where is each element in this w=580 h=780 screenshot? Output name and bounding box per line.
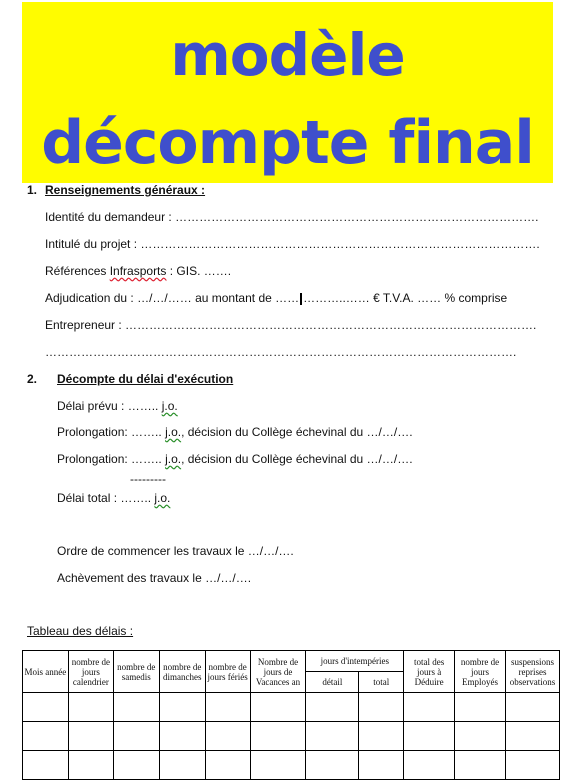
table-cell [68, 693, 113, 722]
section2-heading: Décompte du délai d'exécution [57, 372, 234, 386]
planned-delay-label: Délai prévu : …….. [57, 399, 162, 413]
table-cell [205, 693, 250, 722]
table-cell [404, 722, 455, 751]
table-cell [505, 693, 559, 722]
table-cell [250, 693, 306, 722]
planned-delay-line [57, 399, 178, 414]
table-cell [455, 722, 506, 751]
subcolumn-header-total: total [359, 672, 404, 693]
text-cursor [300, 293, 302, 305]
table-cell [359, 722, 404, 751]
project-line [45, 237, 540, 252]
extension1-line [57, 425, 413, 440]
table-cell [68, 751, 113, 780]
table-cell [205, 751, 250, 780]
order-start-line: Ordre de commencer les travaux le …/…/…. [57, 544, 294, 558]
extension2-label: Prolongation: …….. [57, 452, 166, 466]
column-header-month-year: Mois année [23, 651, 69, 693]
project-dots: ………………………………………………………………………………………. [140, 237, 540, 251]
table-cell [205, 722, 250, 751]
extra-dots-line: ………………………………………………………………………………………………………. [45, 345, 517, 359]
table-row [23, 722, 560, 751]
title-banner [22, 2, 553, 183]
table-row [23, 751, 560, 780]
banner-title-line1: modèle [170, 21, 405, 89]
table-cell [306, 722, 359, 751]
delays-table-title: Tableau des délais : [27, 624, 134, 638]
table-cell [113, 722, 159, 751]
table-cell [306, 751, 359, 780]
table-cell [159, 751, 205, 780]
separator-dashes: --------- [130, 472, 166, 486]
table-cell [68, 722, 113, 751]
section1-heading: Renseignements généraux : [45, 183, 206, 197]
extension1-label: Prolongation: …….. [57, 425, 166, 439]
table-cell [250, 722, 306, 751]
table-cell [455, 751, 506, 780]
references-suffix: : GIS. ……. [166, 264, 232, 278]
banner-title-line2: décompte final [41, 108, 534, 178]
table-cell [23, 693, 69, 722]
contractor-line: Entrepreneur : …………………………………………………………………………………………. [45, 318, 537, 332]
references-prefix: Références [45, 264, 110, 278]
references-line [45, 264, 231, 279]
extension1-unit: j.o. [165, 425, 182, 439]
completion-line: Achèvement des travaux le …/…/…. [57, 571, 252, 585]
table-cell [306, 693, 359, 722]
table-cell [159, 722, 205, 751]
column-header-saturdays: nombre de samedis [113, 651, 159, 693]
table-cell [23, 722, 69, 751]
adjudication-line [45, 291, 507, 306]
identity-line: Identité du demandeur : ………………………………………………………………………………. [45, 210, 539, 224]
table-cell [113, 751, 159, 780]
extension2-unit: j.o. [165, 452, 182, 466]
table-cell [404, 751, 455, 780]
table-cell [505, 751, 559, 780]
subcolumn-header-detail: détail [306, 672, 359, 693]
table-cell [113, 693, 159, 722]
table-cell [159, 693, 205, 722]
references-word: Infrasports [109, 264, 167, 278]
column-header-days-used: nombre de jours Employés [455, 651, 506, 693]
table-cell [455, 693, 506, 722]
total-delay-label: Délai total : …….. [57, 491, 155, 505]
column-header-vacation-days: Nombre de jours de Vacances an [250, 651, 306, 693]
total-delay-unit: j.o. [154, 491, 171, 505]
project-label: Intitulé du projet : [45, 237, 141, 251]
table-cell [359, 693, 404, 722]
column-header-bad-weather: jours d'intempéries [306, 651, 404, 672]
delays-table [22, 650, 560, 780]
planned-delay-unit: j.o. [161, 399, 178, 413]
table-cell [505, 722, 559, 751]
column-header-calendar-days: nombre de jours calendrier [68, 651, 113, 693]
column-header-total-deduct: total des jours à Déduire [404, 651, 455, 693]
table-row [23, 693, 560, 722]
section2-number: 2. [27, 372, 38, 386]
table-cell [23, 751, 69, 780]
table-cell [404, 693, 455, 722]
column-header-sundays: nombre de dimanches [159, 651, 205, 693]
section1-number: 1. [27, 183, 38, 197]
adjudication-part-b: ………..…… € T.V.A. …… % comprise [303, 291, 508, 305]
table-cell [250, 751, 306, 780]
extension1-rest: , décision du Collège échevinal du …/…/…. [181, 425, 413, 439]
column-header-holidays: nombre de jours fériés [205, 651, 250, 693]
extension2-line [57, 452, 413, 467]
adjudication-part-a: Adjudication du : …/…/…… au montant de …… [45, 291, 300, 305]
column-header-suspensions: suspensions reprises observations [505, 651, 559, 693]
extension2-rest: , décision du Collège échevinal du …/…/…. [181, 452, 413, 466]
table-cell [359, 751, 404, 780]
total-delay-line [57, 491, 170, 506]
